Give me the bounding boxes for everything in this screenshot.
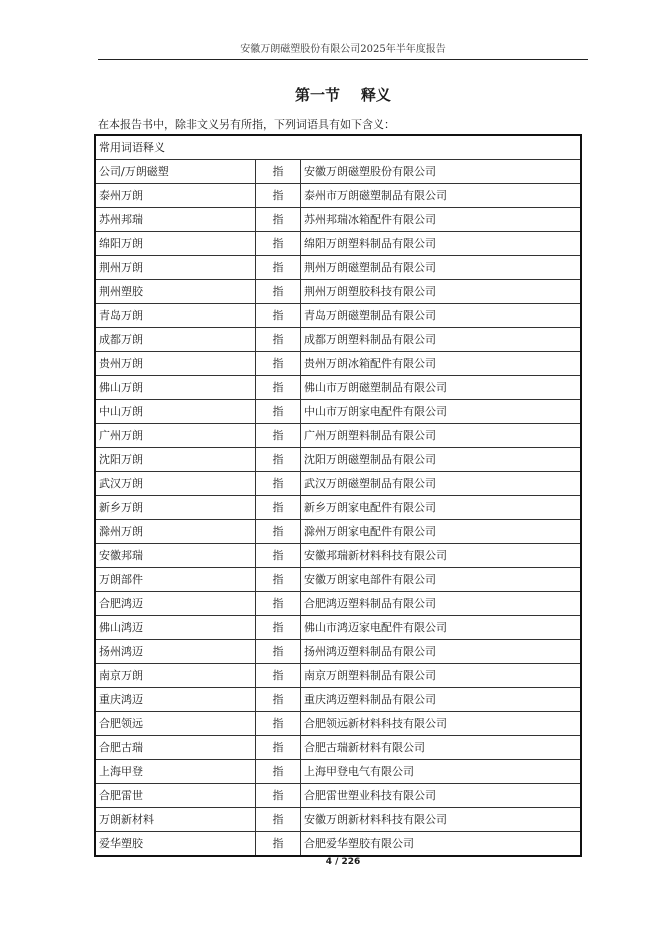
indicator-cell: 指 [256,592,301,616]
term-cell: 苏州邦瑞 [95,208,256,232]
indicator-cell: 指 [256,424,301,448]
definition-cell: 安徽万朗磁塑股份有限公司 [301,160,582,184]
definition-cell: 武汉万朗磁塑制品有限公司 [301,472,582,496]
term-cell: 绵阳万朗 [95,232,256,256]
term-cell: 泰州万朗 [95,184,256,208]
table-row [95,376,581,400]
definition-cell: 广州万朗塑料制品有限公司 [301,424,582,448]
term-cell: 扬州鸿迈 [95,640,256,664]
indicator-cell: 指 [256,304,301,328]
definition-cell: 沈阳万朗磁塑制品有限公司 [301,448,582,472]
definition-cell: 佛山市万朗磁塑制品有限公司 [301,376,582,400]
term-cell: 安徽邦瑞 [95,544,256,568]
term-cell: 广州万朗 [95,424,256,448]
table-row [95,352,581,376]
definition-cell: 荆州万朗塑胶科技有限公司 [301,280,582,304]
term-cell: 南京万朗 [95,664,256,688]
term-cell: 成都万朗 [95,328,256,352]
indicator-cell: 指 [256,520,301,544]
term-cell: 公司/万朗磁塑 [95,160,256,184]
indicator-cell: 指 [256,400,301,424]
term-cell: 佛山鸿迈 [95,616,256,640]
table-row [95,592,581,616]
definition-cell: 合肥古瑞新材料有限公司 [301,736,582,760]
indicator-cell: 指 [256,280,301,304]
indicator-cell: 指 [256,448,301,472]
indicator-cell: 指 [256,232,301,256]
intro-text: 在本报告书中，除非文义另有所指，下列词语具有如下含义： [98,118,395,131]
term-cell: 荆州万朗 [95,256,256,280]
indicator-cell: 指 [256,640,301,664]
indicator-cell: 指 [256,544,301,568]
indicator-cell: 指 [256,352,301,376]
table-row [95,568,581,592]
definition-cell: 合肥爱华塑胶有限公司 [301,832,582,857]
term-cell: 新乡万朗 [95,496,256,520]
table-row [95,760,581,784]
indicator-cell: 指 [256,712,301,736]
indicator-cell: 指 [256,376,301,400]
table-row [95,184,581,208]
definition-cell: 中山市万朗家电配件有限公司 [301,400,582,424]
term-cell: 合肥雷世 [95,784,256,808]
table-row [95,256,581,280]
definition-cell: 南京万朗塑料制品有限公司 [301,664,582,688]
definition-cell: 成都万朗塑料制品有限公司 [301,328,582,352]
definition-cell: 佛山市鸿迈家电配件有限公司 [301,616,582,640]
definition-cell: 青岛万朗磁塑制品有限公司 [301,304,582,328]
table-row [95,496,581,520]
term-cell: 上海甲登 [95,760,256,784]
definition-cell: 荆州万朗磁塑制品有限公司 [301,256,582,280]
table-caption-row [95,135,581,160]
table-row [95,160,581,184]
table-caption: 常用词语释义 [95,135,581,160]
term-cell: 滁州万朗 [95,520,256,544]
table-row [95,832,581,857]
table-row [95,616,581,640]
definition-cell: 安徽万朗新材料科技有限公司 [301,808,582,832]
indicator-cell: 指 [256,736,301,760]
definition-cell: 新乡万朗家电配件有限公司 [301,496,582,520]
table-row [95,232,581,256]
indicator-cell: 指 [256,160,301,184]
indicator-cell: 指 [256,472,301,496]
term-cell: 合肥古瑞 [95,736,256,760]
term-cell: 合肥鸿迈 [95,592,256,616]
table-row [95,712,581,736]
table-row [95,208,581,232]
indicator-cell: 指 [256,184,301,208]
definition-cell: 合肥领远新材料科技有限公司 [301,712,582,736]
indicator-cell: 指 [256,808,301,832]
definition-cell: 泰州市万朗磁塑制品有限公司 [301,184,582,208]
table-row [95,544,581,568]
definition-cell: 上海甲登电气有限公司 [301,760,582,784]
table-row [95,328,581,352]
definition-cell: 安徽万朗家电部件有限公司 [301,568,582,592]
term-cell: 贵州万朗 [95,352,256,376]
page-number: 4 / 226 [325,857,361,867]
table-row [95,424,581,448]
table-row [95,472,581,496]
term-cell: 武汉万朗 [95,472,256,496]
indicator-cell: 指 [256,568,301,592]
indicator-cell: 指 [256,688,301,712]
definition-cell: 滁州万朗家电配件有限公司 [301,520,582,544]
term-cell: 万朗部件 [95,568,256,592]
section-title: 第一节 释义 [295,86,391,104]
term-cell: 万朗新材料 [95,808,256,832]
indicator-cell: 指 [256,784,301,808]
table-row [95,304,581,328]
term-cell: 沈阳万朗 [95,448,256,472]
definition-cell: 绵阳万朗塑料制品有限公司 [301,232,582,256]
table-row [95,688,581,712]
definition-cell: 合肥鸿迈塑料制品有限公司 [301,592,582,616]
header-divider [98,59,588,60]
table-row [95,640,581,664]
definition-cell: 合肥雷世塑业科技有限公司 [301,784,582,808]
table-row [95,520,581,544]
table-row [95,448,581,472]
indicator-cell: 指 [256,832,301,857]
definition-cell: 扬州鸿迈塑料制品有限公司 [301,640,582,664]
indicator-cell: 指 [256,760,301,784]
term-cell: 青岛万朗 [95,304,256,328]
table-row [95,784,581,808]
table-row [95,280,581,304]
indicator-cell: 指 [256,616,301,640]
term-cell: 佛山万朗 [95,376,256,400]
term-cell: 爱华塑胶 [95,832,256,857]
indicator-cell: 指 [256,328,301,352]
indicator-cell: 指 [256,664,301,688]
definition-cell: 安徽邦瑞新材料科技有限公司 [301,544,582,568]
report-header: 安徽万朗磁塑股份有限公司2025年半年度报告 [240,44,446,55]
table-row [95,664,581,688]
definition-cell: 苏州邦瑞冰箱配件有限公司 [301,208,582,232]
definitions-table [94,134,582,857]
definition-cell: 贵州万朗冰箱配件有限公司 [301,352,582,376]
definition-cell: 重庆鸿迈塑料制品有限公司 [301,688,582,712]
term-cell: 荆州塑胶 [95,280,256,304]
term-cell: 中山万朗 [95,400,256,424]
term-cell: 重庆鸿迈 [95,688,256,712]
table-row [95,736,581,760]
term-cell: 合肥领远 [95,712,256,736]
indicator-cell: 指 [256,496,301,520]
indicator-cell: 指 [256,256,301,280]
indicator-cell: 指 [256,208,301,232]
table-row [95,400,581,424]
table-row [95,808,581,832]
